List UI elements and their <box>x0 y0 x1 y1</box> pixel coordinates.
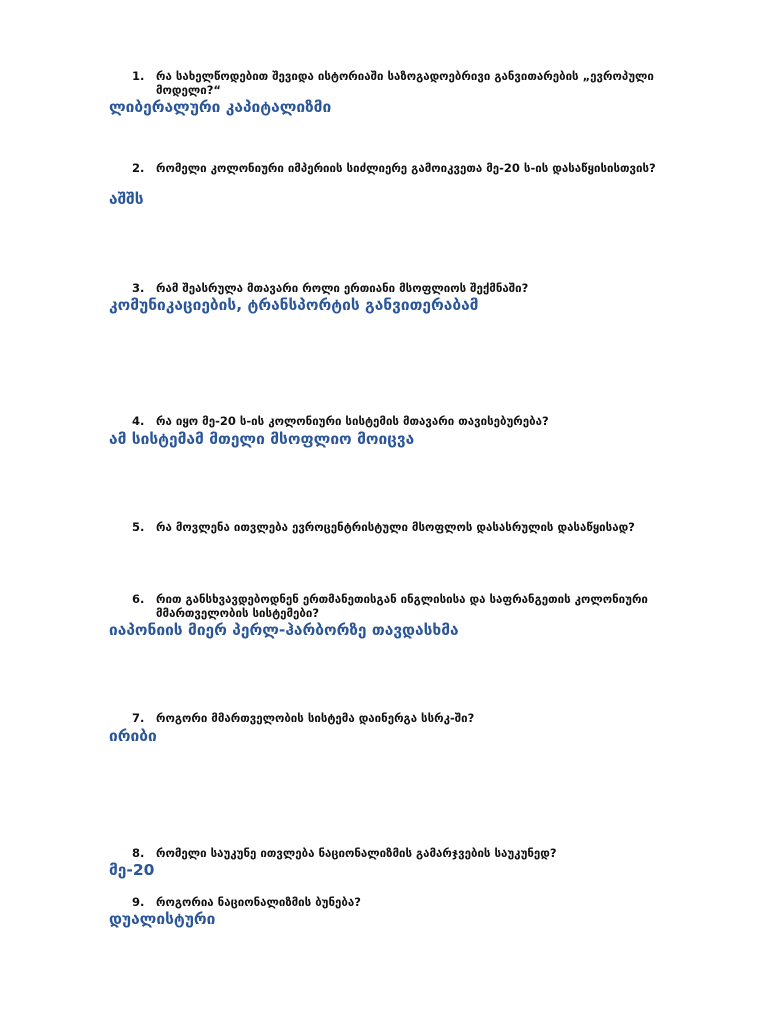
answer-1: ლიბერალური კაპიტალიზმი <box>109 98 332 116</box>
question-5 <box>132 520 722 534</box>
question-text: როგორია ნაციონალიზმის ბუნება? <box>156 895 361 909</box>
question-number: 6. <box>132 592 145 606</box>
answer-9: დუალისტური <box>109 910 216 928</box>
question-9 <box>132 895 722 909</box>
question-number: 3. <box>132 281 145 295</box>
question-text: რა იყო მე-20 ს-ის კოლონიური სისტემის მთავარი თავისებურება? <box>156 414 549 428</box>
answer-3: კომუნიკაციების, ტრანსპორტის განვითერაბამ <box>109 296 479 314</box>
answer-6: იაპონიის მიერ პერლ-ჰარბორზე თავდასხმა <box>109 621 459 639</box>
question-2 <box>132 161 722 175</box>
question-number: 8. <box>132 846 145 860</box>
question-number: 5. <box>132 520 145 534</box>
question-number: 1. <box>132 69 145 83</box>
answer-2: აშშს <box>109 190 144 208</box>
question-7 <box>132 711 722 725</box>
question-8 <box>132 846 722 860</box>
question-number: 2. <box>132 161 145 175</box>
answer-8: მე-20 <box>109 861 155 879</box>
question-text: რა მოვლენა ითვლება ევროცენტრისტული მსოფლოს დასასრულის დასაწყისად? <box>156 520 635 534</box>
question-text: რომელი საუკუნე ითვლება ნაციონალიზმის გამარჯვების საუკუნედ? <box>156 846 557 860</box>
answer-7: ირიბი <box>109 727 157 745</box>
question-text: რით განსხვავდებოდნენ ერთმანეთისგან ინგლისისა და საფრანგეთის კოლონიური მმართველობის სისტემები? <box>156 592 648 620</box>
question-text: როგორი მმართველობის სისტემა დაინერგა სსრკ-ში? <box>156 711 475 725</box>
question-text: რა სახელწოდებით შევიდა ისტორიაში საზოგადოებრივი განვითარების „ევროპული მოდელი?“ <box>156 69 654 97</box>
question-number: 9. <box>132 895 145 909</box>
question-1 <box>132 69 722 97</box>
question-4 <box>132 414 722 428</box>
question-text: რამ შეასრულა მთავარი როლი ერთიანი მსოფლიოს შექმნაში? <box>156 281 529 295</box>
question-number: 4. <box>132 414 145 428</box>
question-text: რომელი კოლონიური იმპერიის სიძლიერე გამოიკვეთა მე-20 ს-ის დასაწყისისთვის? <box>156 161 656 175</box>
question-6 <box>132 592 722 620</box>
question-3 <box>132 281 722 295</box>
question-number: 7. <box>132 711 145 725</box>
answer-4: ამ სისტემამ მთელი მსოფლიო მოიცვა <box>109 430 415 448</box>
